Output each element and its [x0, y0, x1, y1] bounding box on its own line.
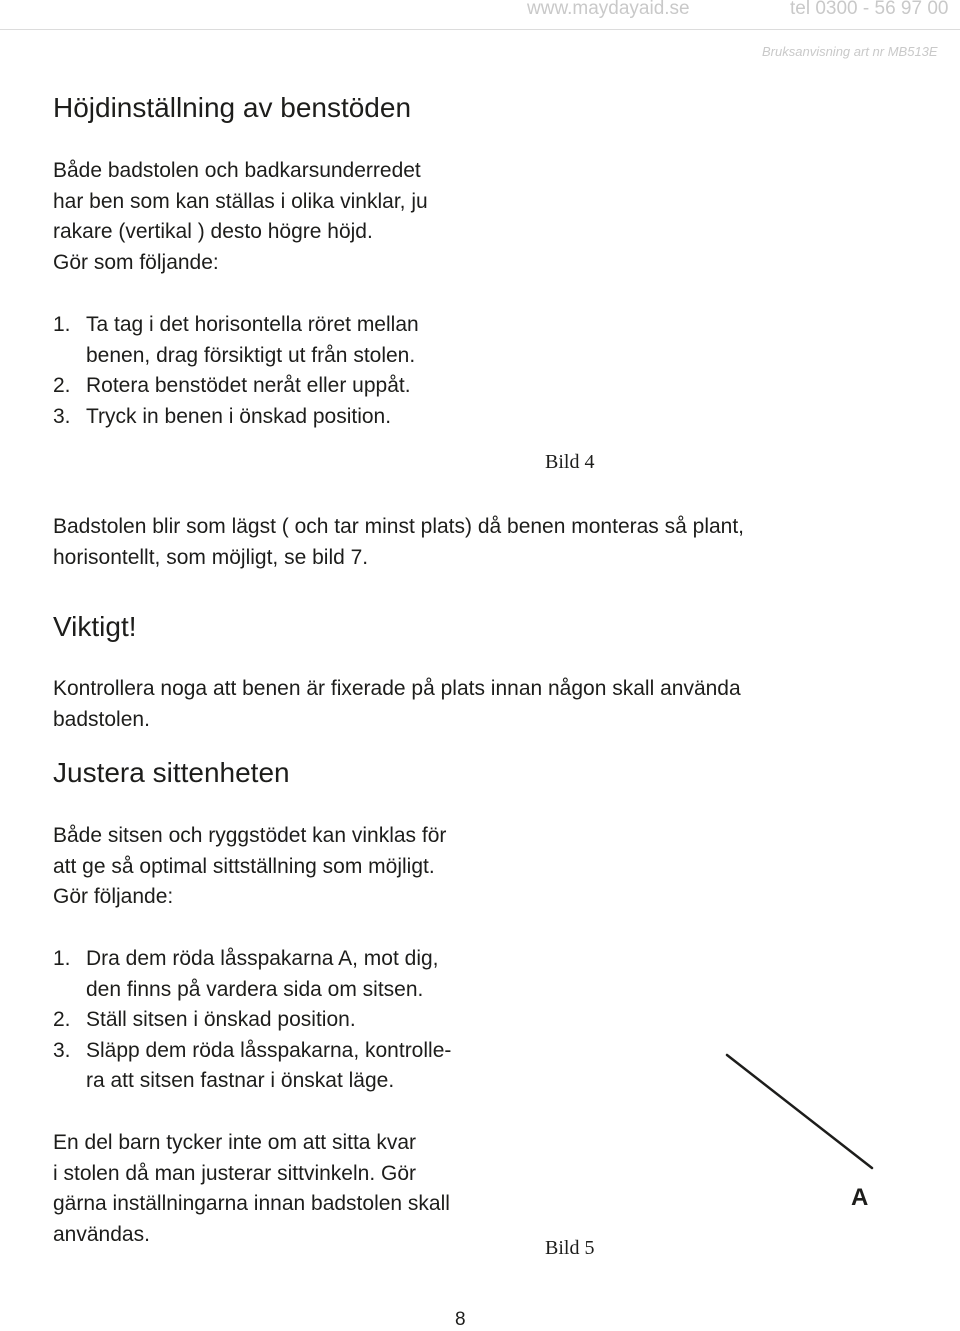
step-text: den finns på vardera sida om sitsen.	[86, 977, 424, 1001]
warning-title: Viktigt!	[53, 611, 137, 642]
list-item	[53, 1005, 451, 1036]
step-text: Ta tag i det horisontella röret mellan	[86, 313, 419, 336]
text-line: rakare (vertikal ) desto högre höjd.	[53, 220, 373, 243]
section1-steps	[53, 310, 419, 432]
text-line: har ben som kan ställas i olika vinklar, ju	[53, 189, 428, 213]
section2-note	[53, 1128, 450, 1250]
header-url[interactable]: www.maydayaid.se	[527, 0, 690, 19]
text-line: Både badstolen och badkarsunderredet	[53, 159, 421, 182]
section-title-leg-height: Höjdinställning av benstöden	[53, 92, 412, 123]
step-number: 2.	[53, 374, 71, 397]
step-text: Rotera benstödet neråt eller uppåt.	[86, 374, 411, 397]
step-number: 1.	[53, 947, 71, 970]
text-line: Gör som följande:	[53, 250, 219, 274]
step-number: 1.	[53, 313, 71, 336]
step-text: Dra dem röda låsspakarna A, mot dig,	[86, 947, 439, 970]
list-item	[53, 402, 419, 433]
figure-leader-line	[720, 1050, 880, 1175]
section1-note	[53, 512, 744, 573]
list-item	[53, 310, 419, 371]
step-text: Tryck in benen i önskad position.	[86, 404, 392, 428]
list-item	[53, 944, 451, 1005]
step-text: benen, drag försiktigt ut från stolen.	[86, 343, 416, 367]
text-line: badstolen.	[53, 707, 150, 731]
manual-reference: Bruksanvisning art nr MB513E	[762, 44, 938, 59]
header-divider	[0, 29, 960, 30]
list-item	[53, 371, 419, 402]
text-line: En del barn tycker inte om att sitta kvar	[53, 1131, 416, 1154]
text-line: Gör följande:	[53, 885, 174, 908]
text-line: Både sitsen och ryggstödet kan vinklas för	[53, 824, 447, 847]
figure-caption-bild-5: Bild 5	[545, 1237, 595, 1259]
text-line: Badstolen blir som lägst ( och tar minst plats) då benen monteras så plant,	[53, 515, 745, 538]
section1-intro	[53, 156, 428, 278]
section2-intro	[53, 821, 446, 913]
step-text: ra att sitsen fastnar i önskat läge.	[86, 1069, 395, 1092]
step-number: 3.	[53, 404, 71, 428]
text-line: att ge så optimal sittställning som möjligt.	[53, 854, 435, 878]
step-number: 3.	[53, 1038, 71, 1062]
header-phone: tel 0300 - 56 97 00	[790, 0, 949, 19]
text-line: användas.	[53, 1222, 150, 1246]
section2-steps	[53, 944, 451, 1097]
step-text: Ställ sitsen i önskad position.	[86, 1008, 356, 1031]
warning-text	[53, 674, 741, 735]
figure-label-a: A	[851, 1184, 869, 1211]
step-number: 2.	[53, 1008, 71, 1031]
text-line: i stolen då man justerar sittvinkeln. Gör	[53, 1161, 416, 1185]
page-number: 8	[455, 1309, 466, 1330]
text-line: Kontrollera noga att benen är fixerade på plats innan någon skall använda	[53, 677, 741, 700]
text-line: gärna inställningarna innan badstolen skall	[53, 1192, 450, 1215]
step-text: Släpp dem röda låsspakarna, kontrolle-	[86, 1038, 452, 1062]
text-line: horisontellt, som möjligt, se bild 7.	[53, 545, 369, 569]
figure-caption-bild-4: Bild 4	[545, 451, 595, 473]
list-item	[53, 1036, 451, 1097]
section-title-seat-adjust: Justera sittenheten	[53, 757, 290, 788]
